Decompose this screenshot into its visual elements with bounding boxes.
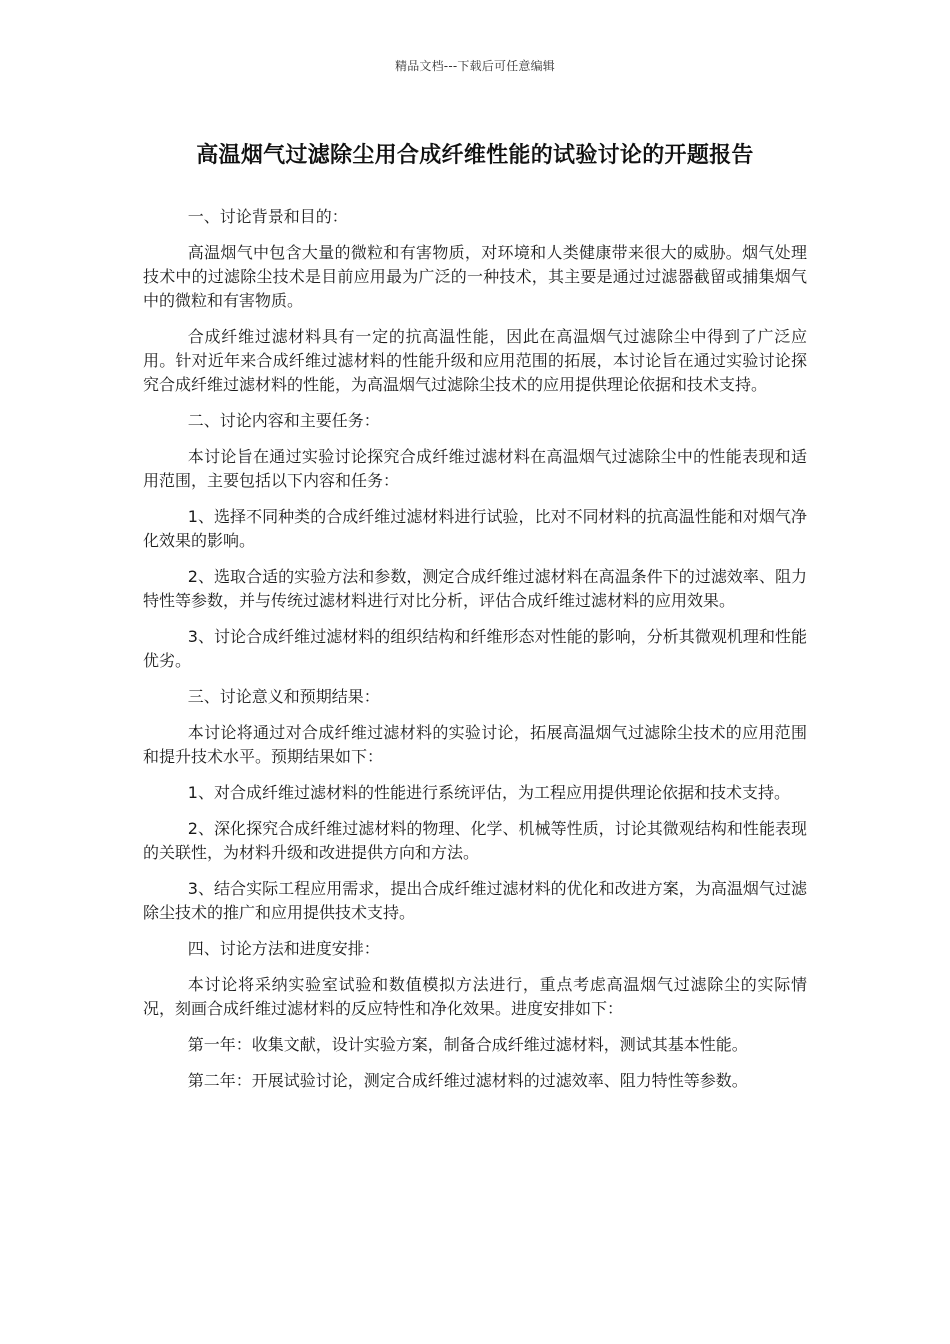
paragraph: 合成纤维过滤材料具有一定的抗高温性能，因此在高温烟气过滤除尘中得到了广泛应用。针对近年来合成纤维过滤材料的性能升级和应用范围的拓展，本讨论旨在通过实验讨论探究合成纤维过滤材料的性能，为高温烟气过滤除尘技术的应用提供理论依据和技术支持。: [143, 327, 807, 394]
list-item: 2、选取合适的实验方法和参数，测定合成纤维过滤材料在高温条件下的过滤效率、阻力特性等参数，并与传统过滤材料进行对比分析，评估合成纤维过滤材料的应用效果。: [143, 567, 807, 610]
section-heading-background: 一、讨论背景和目的：: [187, 207, 348, 226]
paragraph: 本讨论旨在通过实验讨论探究合成纤维过滤材料在高温烟气过滤除尘中的性能表现和适用范围，主要包括以下内容和任务：: [143, 447, 807, 490]
paragraph: 本讨论将通过对合成纤维过滤材料的实验讨论，拓展高温烟气过滤除尘技术的应用范围和提升技术水平。预期结果如下：: [143, 723, 807, 766]
document-body: [143, 205, 807, 1105]
schedule-item: 第一年：收集文献，设计实验方案，制备合成纤维过滤材料，测试其基本性能。: [187, 1035, 748, 1054]
paragraph: 本讨论将采纳实验室试验和数值模拟方法进行，重点考虑高温烟气过滤除尘的实际情况，刻画合成纤维过滤材料的反应特性和净化效果。进度安排如下：: [143, 975, 807, 1018]
section-heading-significance: 三、讨论意义和预期结果：: [187, 687, 380, 706]
list-item: 1、对合成纤维过滤材料的性能进行系统评估，为工程应用提供理论依据和技术支持。: [187, 783, 790, 802]
schedule-item: 第二年：开展试验讨论，测定合成纤维过滤材料的过滤效率、阻力特性等参数。: [187, 1071, 748, 1090]
list-item: 1、选择不同种类的合成纤维过滤材料进行试验，比对不同材料的抗高温性能和对烟气净化效果的影响。: [143, 507, 807, 550]
header-note: 精品文档---下载后可任意编辑: [395, 59, 555, 73]
list-item: 3、讨论合成纤维过滤材料的组织结构和纤维形态对性能的影响，分析其微观机理和性能优劣。: [143, 627, 807, 670]
section-heading-content: 二、讨论内容和主要任务：: [187, 411, 380, 430]
section-heading-methods: 四、讨论方法和进度安排：: [187, 939, 380, 958]
list-item: 3、结合实际工程应用需求，提出合成纤维过滤材料的优化和改进方案，为高温烟气过滤除尘技术的推广和应用提供技术支持。: [143, 879, 807, 922]
document-title: 高温烟气过滤除尘用合成纤维性能的试验讨论的开题报告: [196, 143, 754, 168]
paragraph: 高温烟气中包含大量的微粒和有害物质，对环境和人类健康带来很大的威胁。烟气处理技术中的过滤除尘技术是目前应用最为广泛的一种技术，其主要是通过过滤器截留或捕集烟气中的微粒和有害物质。: [143, 243, 807, 310]
list-item: 2、深化探究合成纤维过滤材料的物理、化学、机械等性质，讨论其微观结构和性能表现的关联性，为材料升级和改进提供方向和方法。: [143, 819, 807, 862]
